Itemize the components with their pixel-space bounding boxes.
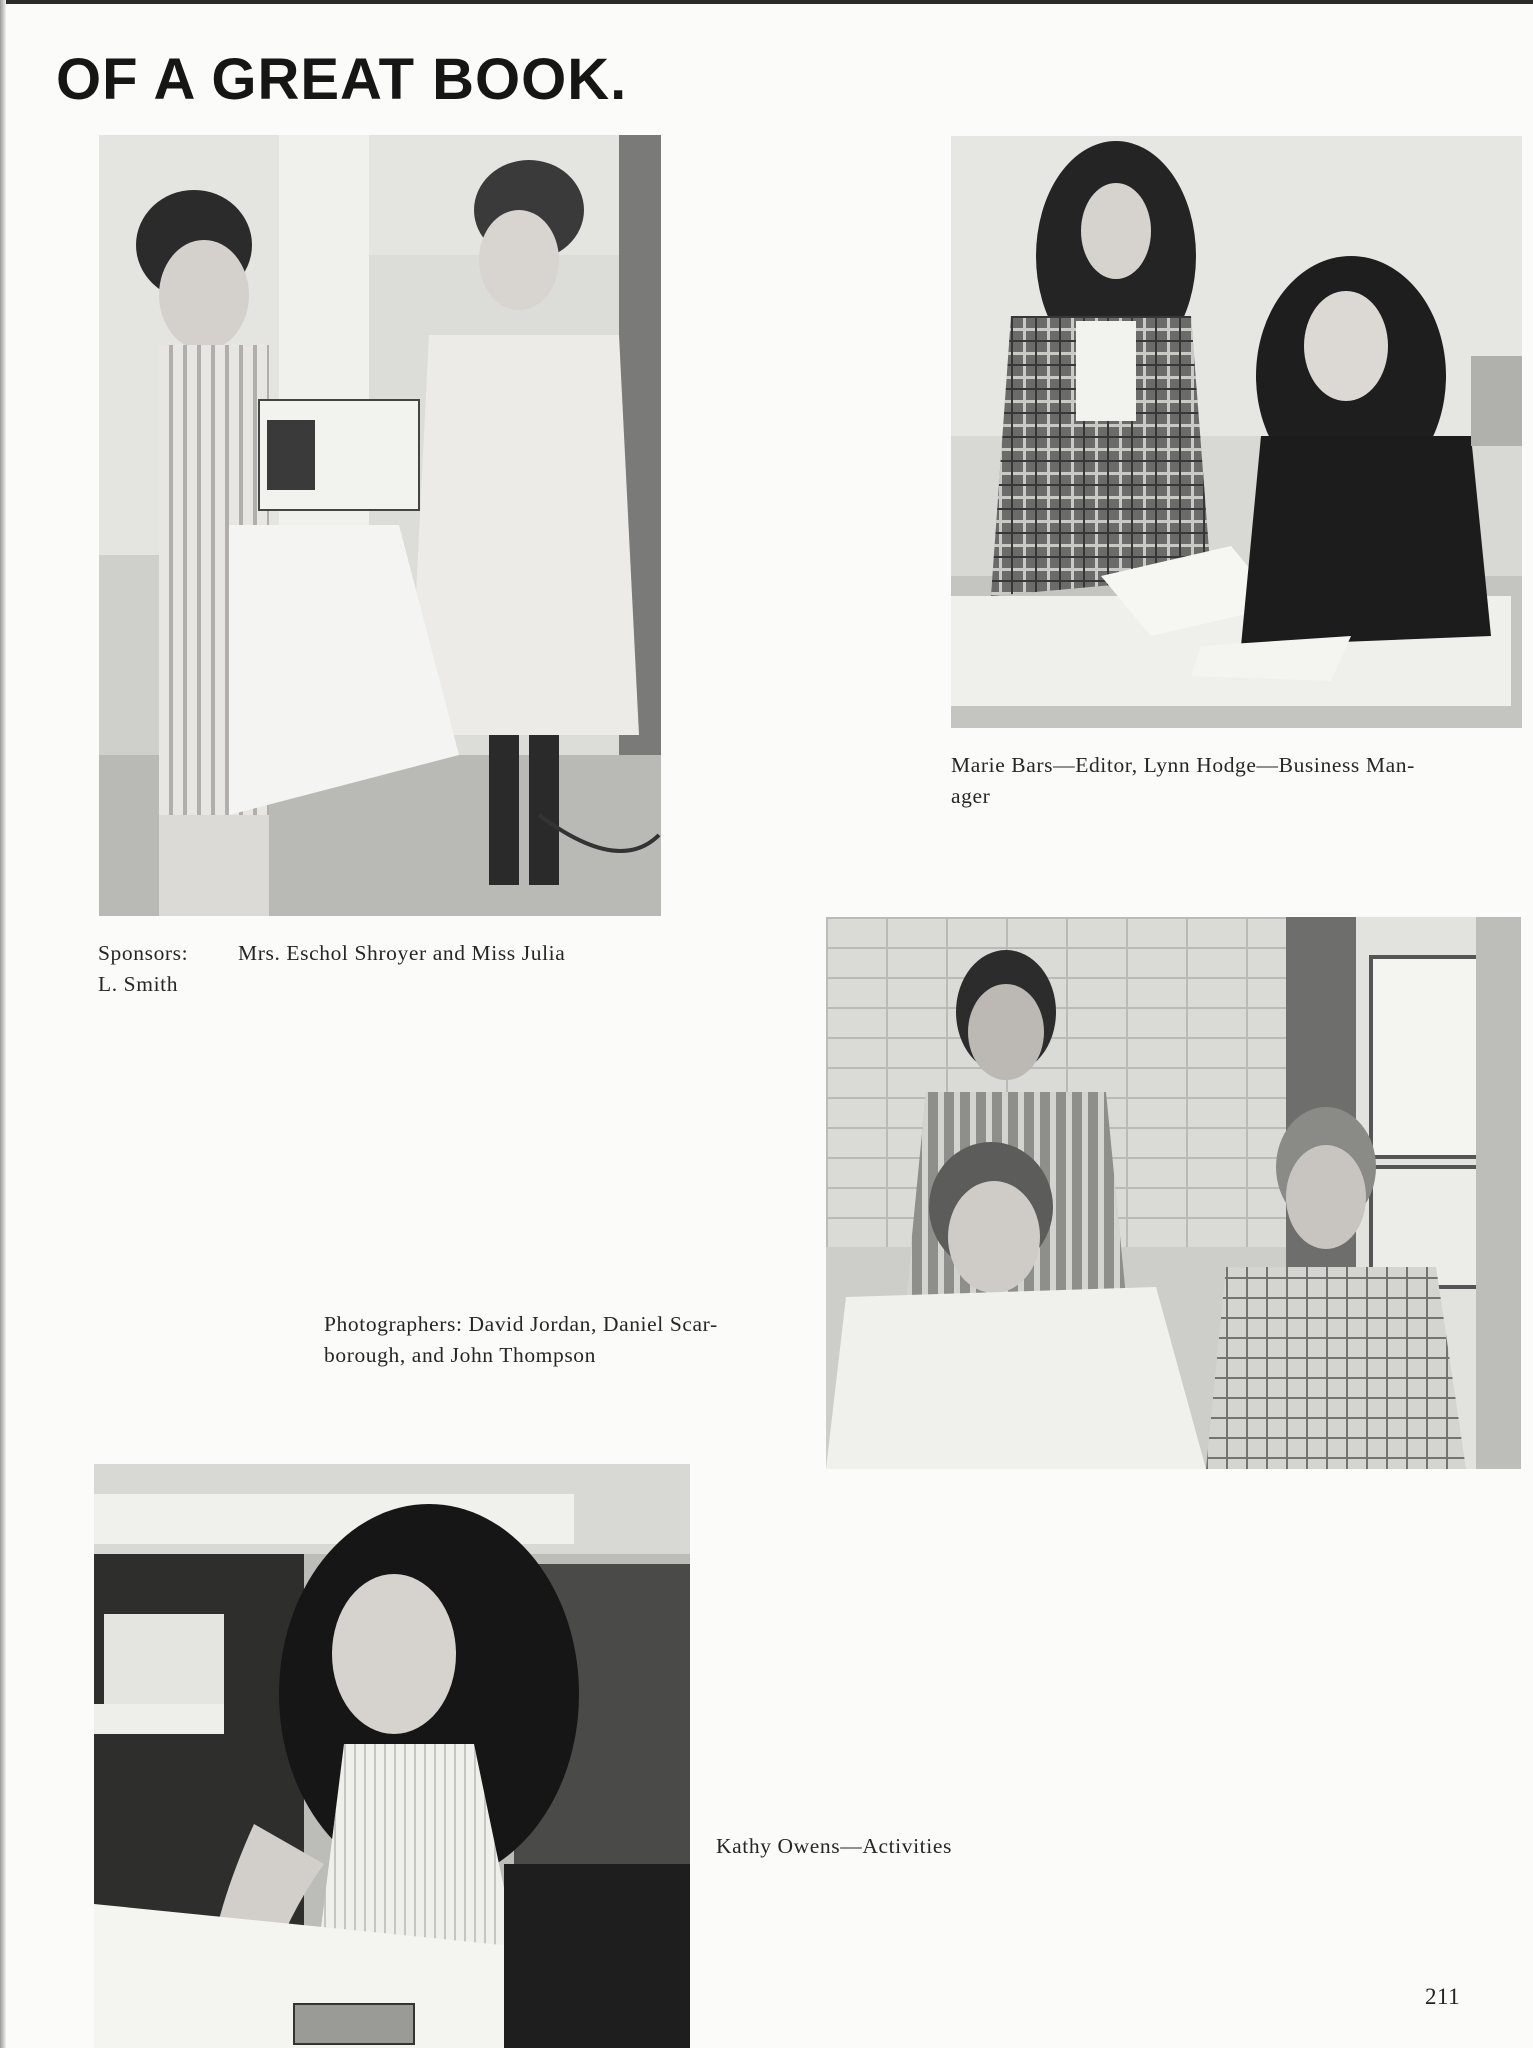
caption-activities-line1: Kathy Owens—Activities [716,1834,952,1858]
photo-two-girls-at-desk-icon [951,136,1522,728]
photo-editors [951,136,1522,728]
caption-sponsors-label: Sponsors: [98,941,189,965]
page-heading: OF A GREAT BOOK. [56,47,628,112]
caption-editors-line1: Marie Bars—Editor, Lynn Hodge—Business Man- [951,753,1415,777]
photo-photographers [826,917,1521,1469]
page-number: 211 [1425,1984,1461,2009]
photo-sponsors [99,135,661,916]
caption-sponsors-names-cont: L. Smith [98,972,179,996]
caption-photographers-line1: Photographers: David Jordan, Daniel Scar- [324,1312,718,1336]
caption-photographers-line2: borough, and John Thompson [324,1343,597,1367]
page-top-edge [0,0,1533,4]
caption-activities [716,1831,1116,1862]
photo-woman-writing-at-desk-icon [94,1464,690,2048]
caption-photographers [324,1309,824,1371]
caption-sponsors-names: Mrs. Eschol Shroyer and Miss Julia [238,941,566,965]
caption-editors [951,750,1526,812]
photo-two-women-with-box-icon [99,135,661,916]
photo-three-boys-in-classroom-icon [826,917,1521,1469]
caption-editors-line2: ager [951,784,991,808]
page-binding-edge [0,0,6,2048]
photo-activities [94,1464,690,2048]
